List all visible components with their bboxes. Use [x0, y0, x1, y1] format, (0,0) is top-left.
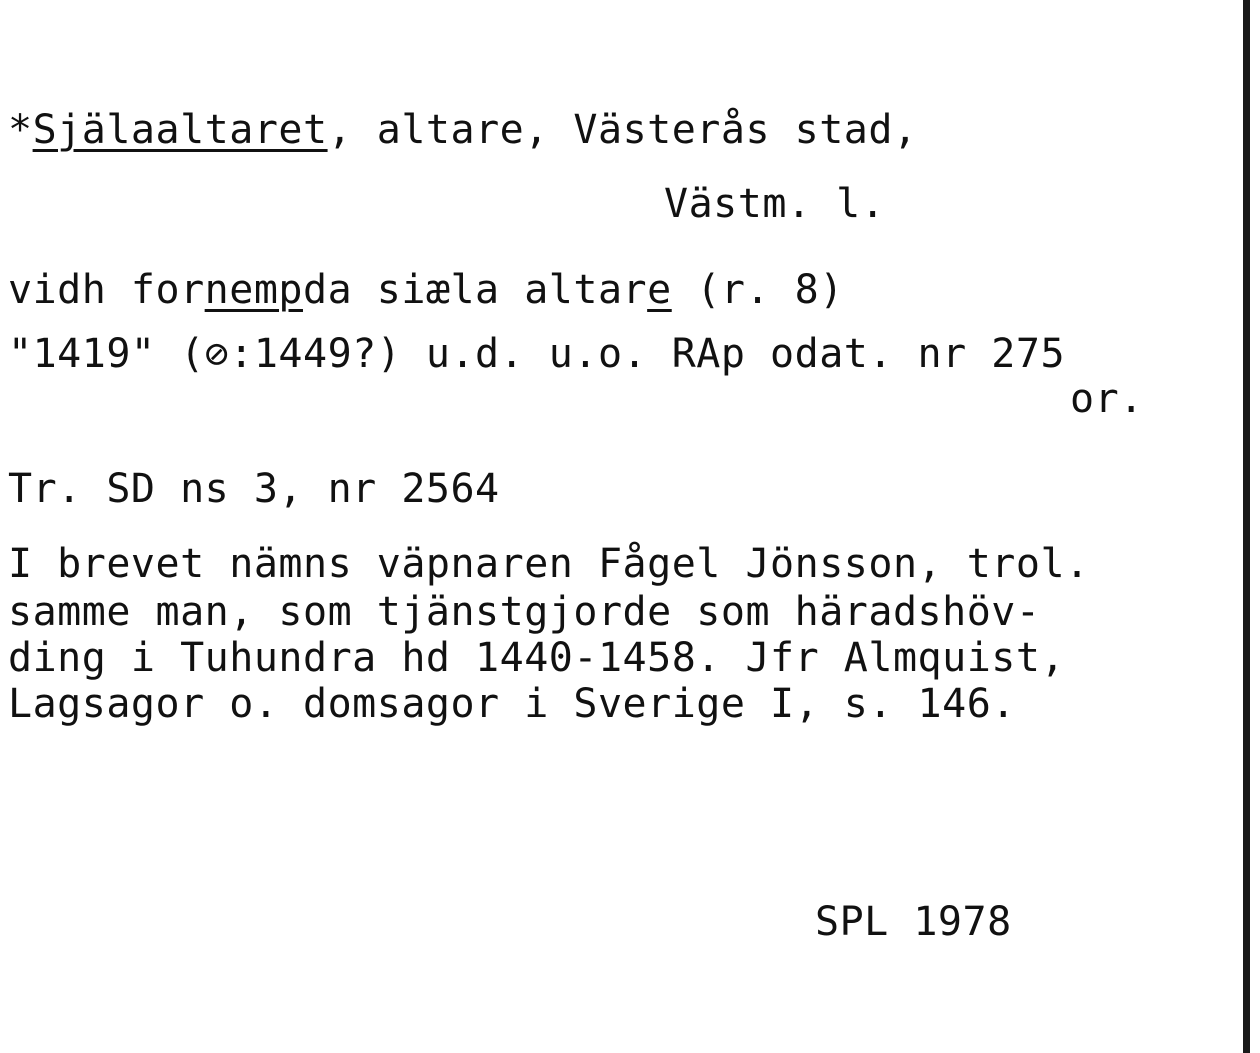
headword-line	[8, 106, 918, 154]
print-reference-line: Tr. SD ns 3, nr 2564	[8, 466, 500, 512]
note-line-3: ding i Tuhundra hd 1440-1458. Jfr Almquist,	[8, 635, 1066, 681]
date-source-line: "1419" (⊘:1449?) u.d. u.o. RAp odat. nr 275	[8, 331, 1066, 377]
card-right-edge	[1243, 0, 1250, 1053]
note-line-2: samme man, som tjänstgjorde som häradshöv-	[8, 589, 1041, 635]
underlined-segment-2: e	[647, 267, 672, 313]
headword: Själaaltaret	[32, 107, 328, 153]
headword-description: , altare, Västerås stad,	[327, 107, 918, 153]
date-source-continuation: or.	[1070, 376, 1144, 422]
note-line-4: Lagsagor o. domsagor i Sverige I, s. 146.	[8, 681, 1016, 727]
region-line: Västm. l.	[664, 181, 886, 227]
note-line-1: I brevet nämns väpnaren Fågel Jönsson, trol.	[8, 541, 1090, 587]
asterisk-mark: *	[8, 107, 33, 153]
quotation-line: vidh fornempda siæla altare (r. 8)	[8, 267, 844, 313]
underlined-segment-1: nemp	[204, 267, 303, 313]
signature: SPL 1978	[815, 899, 1012, 945]
